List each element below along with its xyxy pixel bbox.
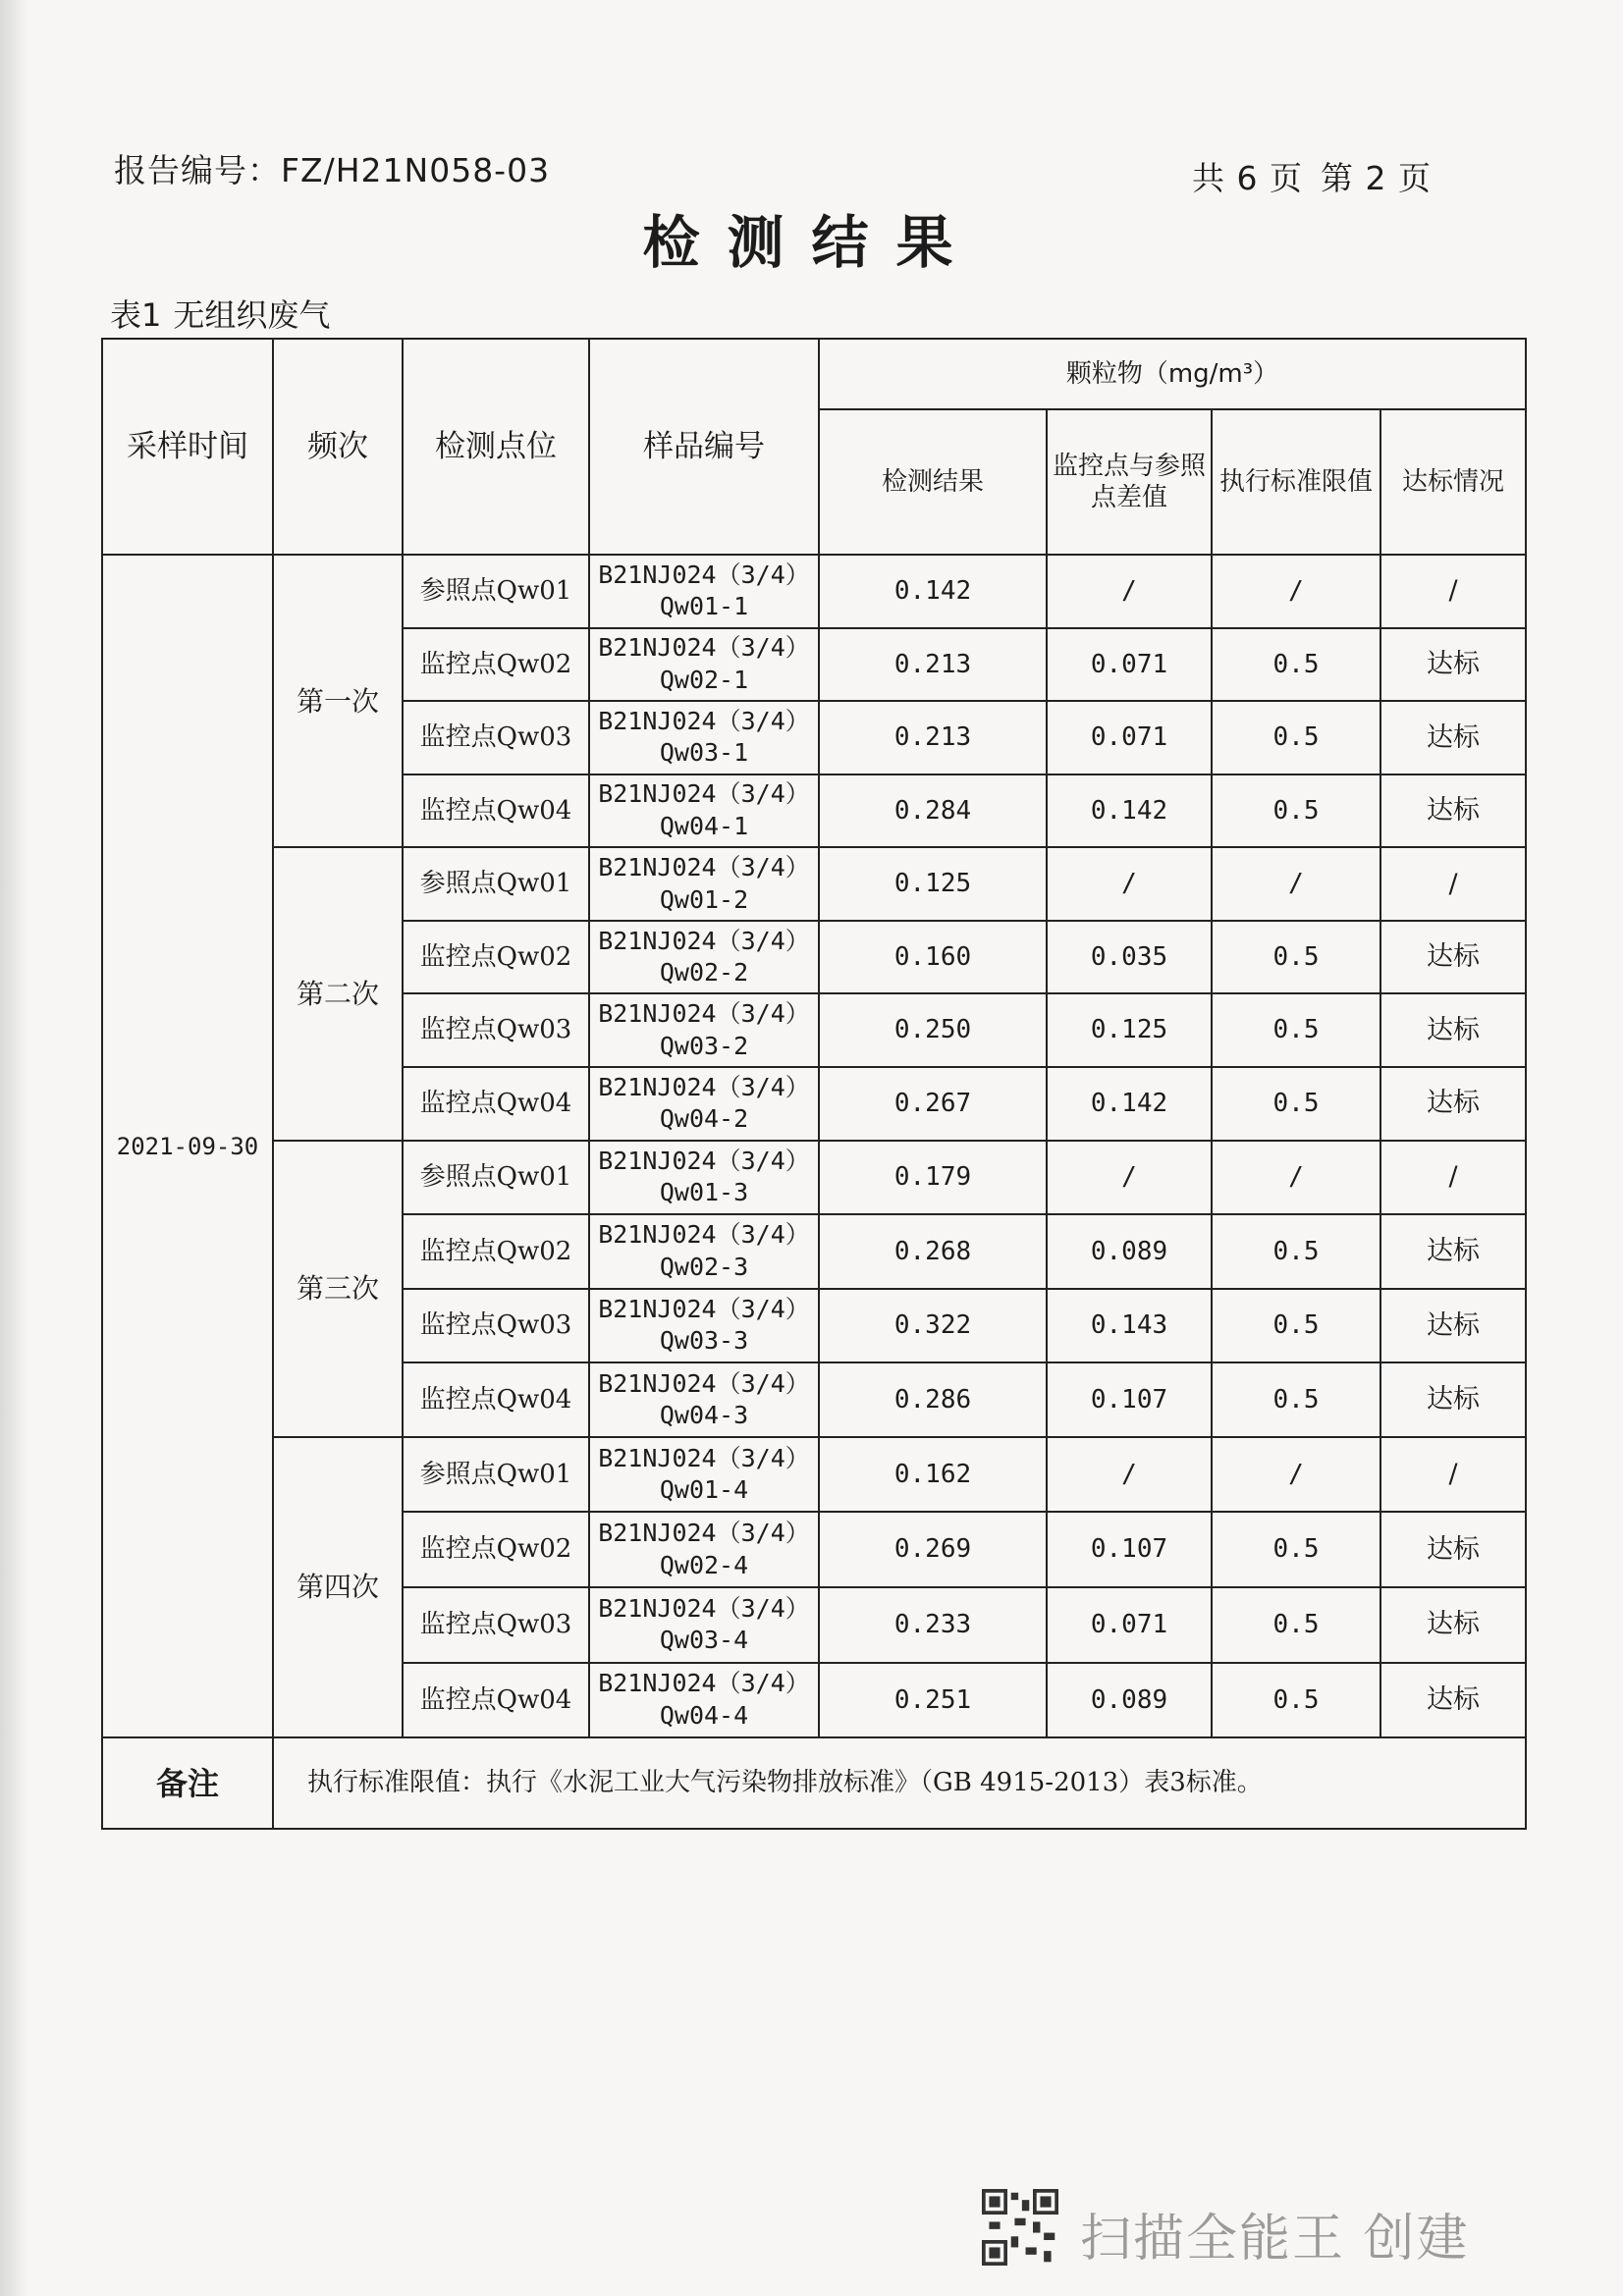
sample-date: 2021-09-30 (102, 555, 273, 1737)
limit-cell: 0.5 (1212, 1512, 1380, 1587)
sample-id-line1: B21NJ024（3/4） (598, 1443, 810, 1472)
round-label: 第二次 (273, 847, 403, 1140)
sample-id-line2: Qw04-2 (659, 1104, 749, 1134)
sample-id-cell (589, 1141, 819, 1215)
sample-id-line1: B21NJ024（3/4） (598, 1146, 810, 1175)
sample-id-line1: B21NJ024（3/4） (598, 706, 810, 735)
round-label: 第一次 (273, 555, 403, 847)
result-cell: 0.268 (819, 1214, 1047, 1289)
sample-id-line2: Qw04-3 (659, 1401, 749, 1430)
result-cell: 0.125 (819, 847, 1047, 921)
results-body (102, 555, 1526, 1829)
status-cell: 达标 (1380, 1587, 1526, 1663)
result-cell: 0.162 (819, 1437, 1047, 1513)
sample-id-line1: B21NJ024（3/4） (598, 1220, 810, 1250)
result-cell: 0.250 (819, 993, 1047, 1067)
sample-id-cell (589, 1663, 819, 1738)
sample-id-line2: Qw03-1 (659, 738, 749, 768)
result-cell: 0.269 (819, 1512, 1047, 1587)
round-label: 第四次 (273, 1437, 403, 1737)
sample-id-line1: B21NJ024（3/4） (598, 560, 810, 589)
sample-id-line2: Qw02-3 (659, 1252, 749, 1281)
status-cell: 达标 (1380, 774, 1526, 848)
site-cell: 监控点Qw04 (403, 1362, 589, 1437)
table-number: 表1 (110, 296, 162, 334)
status-cell: / (1380, 555, 1526, 628)
table-name: 无组织废气 (173, 296, 331, 334)
difference-cell: 0.125 (1047, 993, 1212, 1067)
table-row (102, 1141, 1526, 1215)
site-cell: 监控点Qw02 (403, 921, 589, 994)
sample-id-line2: Qw02-4 (659, 1550, 749, 1579)
current-page: 第 2 页 (1320, 159, 1432, 197)
sample-id-line2: Qw04-1 (659, 811, 749, 840)
report-number-label: 报告编号： (114, 151, 281, 189)
difference-cell: / (1047, 1437, 1212, 1513)
document-title: 检测结果 (642, 209, 981, 276)
limit-cell: 0.5 (1212, 774, 1380, 848)
result-cell: 0.284 (819, 774, 1047, 848)
sample-id-cell (589, 701, 819, 774)
header-status: 达标情况 (1380, 409, 1526, 555)
sample-id-cell (589, 1512, 819, 1587)
limit-cell: 0.5 (1212, 1214, 1380, 1289)
difference-cell: 0.142 (1047, 774, 1212, 848)
limit-cell: 0.5 (1212, 1587, 1380, 1663)
difference-cell: 0.089 (1047, 1663, 1212, 1738)
difference-cell: / (1047, 847, 1212, 921)
site-cell: 参照点Qw01 (403, 555, 589, 628)
sample-id-cell (589, 1067, 819, 1141)
site-cell: 监控点Qw04 (403, 1067, 589, 1141)
result-cell: 0.251 (819, 1663, 1047, 1738)
limit-cell: / (1212, 555, 1380, 628)
limit-cell: / (1212, 847, 1380, 921)
sample-id-line2: Qw01-4 (659, 1475, 749, 1505)
difference-cell: 0.107 (1047, 1362, 1212, 1437)
difference-cell: 0.143 (1047, 1289, 1212, 1363)
site-cell: 参照点Qw01 (403, 847, 589, 921)
total-pages: 共 6 页 (1192, 159, 1303, 197)
status-cell: 达标 (1380, 1663, 1526, 1738)
sample-id-cell (589, 1587, 819, 1663)
header-particulate-group: 颗粒物（mg/m³） (819, 339, 1526, 409)
limit-cell: 0.5 (1212, 921, 1380, 994)
site-cell: 监控点Qw03 (403, 701, 589, 774)
limit-cell: 0.5 (1212, 701, 1380, 774)
sample-id-line2: Qw01-1 (659, 592, 749, 621)
site-cell: 监控点Qw04 (403, 774, 589, 848)
status-cell: 达标 (1380, 1214, 1526, 1289)
scanner-watermark (982, 2189, 1473, 2268)
sample-id-cell (589, 1362, 819, 1437)
sample-id-line1: B21NJ024（3/4） (598, 1593, 810, 1623)
sample-id-cell (589, 1214, 819, 1289)
status-cell: 达标 (1380, 1067, 1526, 1141)
sample-id-line2: Qw03-2 (659, 1031, 749, 1060)
status-cell: / (1380, 1437, 1526, 1513)
header-difference: 监控点与参照点差值 (1047, 409, 1212, 555)
difference-cell: 0.035 (1047, 921, 1212, 994)
site-cell: 监控点Qw02 (403, 1214, 589, 1289)
sample-id-cell (589, 847, 819, 921)
header-sample-time: 采样时间 (102, 339, 273, 555)
limit-cell: 0.5 (1212, 1663, 1380, 1738)
sample-id-line2: Qw01-3 (659, 1178, 749, 1207)
sample-id-cell (589, 921, 819, 994)
limit-cell: 0.5 (1212, 628, 1380, 702)
round-label: 第三次 (273, 1141, 403, 1437)
header-frequency: 频次 (273, 339, 403, 555)
table-caption (110, 291, 342, 336)
page-edge-shadow (0, 0, 27, 2296)
limit-cell: 0.5 (1212, 1362, 1380, 1437)
header-result: 检测结果 (819, 409, 1047, 555)
result-cell: 0.286 (819, 1362, 1047, 1437)
sample-id-line2: Qw01-2 (659, 884, 749, 914)
sample-id-line1: B21NJ024（3/4） (598, 926, 810, 955)
sample-id-cell (589, 1437, 819, 1513)
status-cell: 达标 (1380, 1512, 1526, 1587)
result-cell: 0.160 (819, 921, 1047, 994)
site-cell: 参照点Qw01 (403, 1141, 589, 1215)
scanner-text: 扫描全能王 创建 (1080, 2210, 1470, 2269)
sample-id-line1: B21NJ024（3/4） (598, 1294, 810, 1323)
result-cell: 0.142 (819, 555, 1047, 628)
sample-id-line1: B21NJ024（3/4） (598, 1669, 810, 1698)
result-cell: 0.213 (819, 628, 1047, 702)
difference-cell: 0.071 (1047, 1587, 1212, 1663)
results-table (101, 338, 1527, 1830)
result-cell: 0.179 (819, 1141, 1047, 1215)
remarks-row (102, 1737, 1526, 1829)
sample-id-cell (589, 555, 819, 628)
sample-id-line1: B21NJ024（3/4） (598, 853, 810, 882)
status-cell: 达标 (1380, 1362, 1526, 1437)
difference-cell: 0.071 (1047, 628, 1212, 702)
report-number-value: FZ/H21N058-03 (281, 151, 551, 189)
site-cell: 监控点Qw02 (403, 1512, 589, 1587)
limit-cell: 0.5 (1212, 1067, 1380, 1141)
remarks-label: 备注 (102, 1737, 273, 1829)
result-cell: 0.233 (819, 1587, 1047, 1663)
sample-id-line2: Qw03-4 (659, 1626, 749, 1655)
sample-id-line1: B21NJ024（3/4） (598, 1072, 810, 1101)
status-cell: 达标 (1380, 993, 1526, 1067)
table-row (102, 1437, 1526, 1513)
sample-id-line1: B21NJ024（3/4） (598, 999, 810, 1029)
result-cell: 0.267 (819, 1067, 1047, 1141)
site-cell: 监控点Qw03 (403, 993, 589, 1067)
sample-id-line2: Qw03-3 (659, 1326, 749, 1356)
sample-id-line2: Qw04-4 (659, 1700, 749, 1730)
sample-id-line2: Qw02-2 (659, 958, 749, 988)
site-cell: 参照点Qw01 (403, 1437, 589, 1513)
report-number (114, 145, 550, 191)
site-cell: 监控点Qw04 (403, 1663, 589, 1738)
sample-id-cell (589, 993, 819, 1067)
sample-id-line1: B21NJ024（3/4） (598, 633, 810, 663)
difference-cell: 0.089 (1047, 1214, 1212, 1289)
site-cell: 监控点Qw03 (403, 1587, 589, 1663)
site-cell: 监控点Qw02 (403, 628, 589, 702)
sample-id-line1: B21NJ024（3/4） (598, 1368, 810, 1398)
site-cell: 监控点Qw03 (403, 1289, 589, 1363)
sample-id-cell (589, 628, 819, 702)
limit-cell: 0.5 (1212, 993, 1380, 1067)
limit-cell: / (1212, 1141, 1380, 1215)
sample-id-line1: B21NJ024（3/4） (598, 779, 810, 809)
limit-cell: 0.5 (1212, 1289, 1380, 1363)
header-sample-id: 样品编号 (589, 339, 819, 555)
result-cell: 0.213 (819, 701, 1047, 774)
status-cell: / (1380, 1141, 1526, 1215)
difference-cell: / (1047, 1141, 1212, 1215)
table-row (102, 555, 1526, 628)
sample-id-line2: Qw02-1 (659, 665, 749, 694)
sample-id-cell (589, 774, 819, 848)
difference-cell: 0.142 (1047, 1067, 1212, 1141)
header-site: 检测点位 (403, 339, 589, 555)
qr-code-icon (982, 2189, 1058, 2266)
status-cell: 达标 (1380, 701, 1526, 774)
header-limit: 执行标准限值 (1212, 409, 1380, 555)
difference-cell: / (1047, 555, 1212, 628)
status-cell: 达标 (1380, 921, 1526, 994)
sample-id-cell (589, 1289, 819, 1363)
status-cell: 达标 (1380, 1289, 1526, 1363)
difference-cell: 0.071 (1047, 701, 1212, 774)
remarks-text: 执行标准限值：执行《水泥工业大气污染物排放标准》（GB 4915-2013）表3标准。 (273, 1737, 1526, 1829)
table-row (102, 847, 1526, 921)
limit-cell: / (1212, 1437, 1380, 1513)
sample-id-line1: B21NJ024（3/4） (598, 1519, 810, 1548)
status-cell: / (1380, 847, 1526, 921)
status-cell: 达标 (1380, 628, 1526, 702)
result-cell: 0.322 (819, 1289, 1047, 1363)
page-indicator (1192, 153, 1449, 199)
difference-cell: 0.107 (1047, 1512, 1212, 1587)
